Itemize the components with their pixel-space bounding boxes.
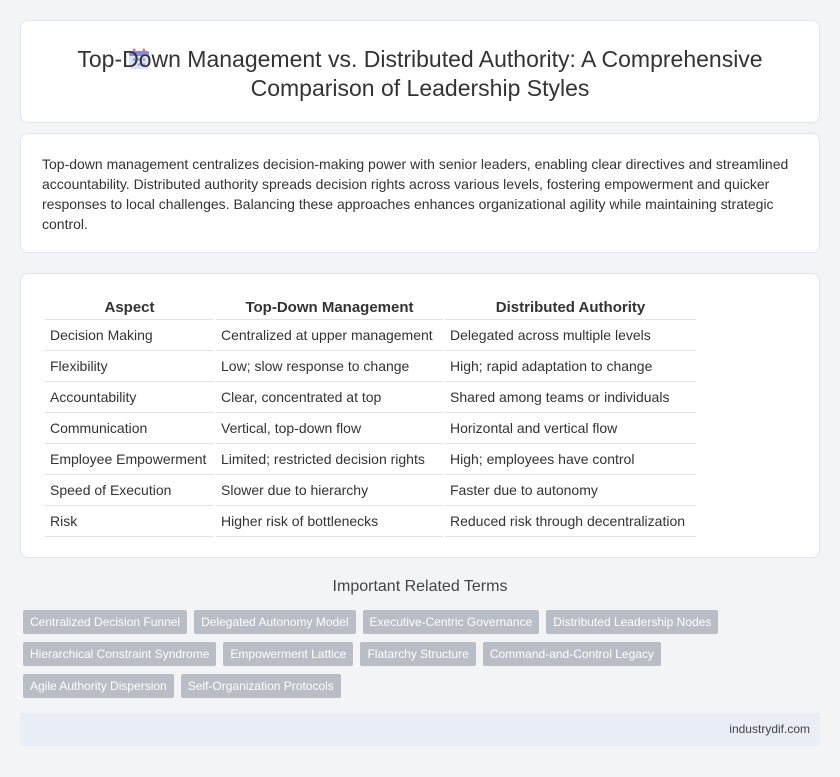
row-aspect: Communication <box>45 413 214 444</box>
row-distributed: Reduced risk through decentralization <box>445 506 696 537</box>
row-top-down: Slower due to hierarchy <box>216 475 443 506</box>
row-aspect: Employee Empowerment <box>45 444 214 475</box>
table-row <box>45 320 696 351</box>
tag-link[interactable]: Executive-Centric Governance <box>363 610 540 634</box>
header-top-down: Top-Down Management <box>216 296 443 320</box>
summary-text: Top-down management centralizes decision-making power with senior leaders, enabling clear directives and streamlined accountability. Distributed authority spreads decision rights across various levels, fostering empowerment and quicker responses to local challenges. Balancing these approaches enhances organizational agility while maintaining strategic control. <box>42 156 789 232</box>
tag-link[interactable]: Distributed Leadership Nodes <box>546 610 718 634</box>
tag-link[interactable]: Flatarchy Structure <box>360 642 475 666</box>
title-card <box>20 20 820 123</box>
tag-link[interactable]: Empowerment Lattice <box>223 642 353 666</box>
tag-row <box>23 642 783 666</box>
row-aspect: Decision Making <box>45 320 214 351</box>
table-row <box>45 506 696 537</box>
tag-link[interactable]: Self-Organization Protocols <box>181 674 341 698</box>
tag-link[interactable]: Centralized Decision Funnel <box>23 610 187 634</box>
row-distributed: Faster due to autonomy <box>445 475 696 506</box>
footer-site[interactable]: industrydif.com <box>729 722 810 736</box>
tag-link[interactable]: Command-and-Control Legacy <box>483 642 661 666</box>
row-distributed: High; rapid adaptation to change <box>445 351 696 382</box>
row-distributed: Horizontal and vertical flow <box>445 413 696 444</box>
page-title: Top-Down Management vs. Distributed Authority: A Comprehensive Comparison of Leadership Styles <box>77 46 763 101</box>
table-row <box>45 475 696 506</box>
row-top-down: Higher risk of bottlenecks <box>216 506 443 537</box>
comparison-card <box>20 273 820 558</box>
related-terms-tags <box>23 610 783 706</box>
row-top-down: Centralized at upper management <box>216 320 443 351</box>
row-distributed: Shared among teams or individuals <box>445 382 696 413</box>
header-distributed: Distributed Authority <box>445 296 696 320</box>
comparison-table <box>43 296 698 537</box>
table-row <box>45 444 696 475</box>
row-top-down: Vertical, top-down flow <box>216 413 443 444</box>
footer <box>20 713 820 746</box>
table-row <box>45 351 696 382</box>
row-distributed: High; employees have control <box>445 444 696 475</box>
row-top-down: Low; slow response to change <box>216 351 443 382</box>
row-distributed: Delegated across multiple levels <box>445 320 696 351</box>
tag-row <box>23 674 783 698</box>
table-row <box>45 413 696 444</box>
summary-card <box>20 133 820 253</box>
header-aspect: Aspect <box>45 296 214 320</box>
tag-link[interactable]: Agile Authority Dispersion <box>23 674 174 698</box>
related-terms-title: Important Related Terms <box>332 578 508 595</box>
row-top-down: Clear, concentrated at top <box>216 382 443 413</box>
table-row <box>45 382 696 413</box>
tag-link[interactable]: Delegated Autonomy Model <box>194 610 355 634</box>
row-aspect: Risk <box>45 506 214 537</box>
table-header-row <box>45 296 696 320</box>
tag-link[interactable]: Hierarchical Constraint Syndrome <box>23 642 216 666</box>
row-aspect: Accountability <box>45 382 214 413</box>
tag-row <box>23 610 783 634</box>
row-top-down: Limited; restricted decision rights <box>216 444 443 475</box>
row-aspect: Flexibility <box>45 351 214 382</box>
row-aspect: Speed of Execution <box>45 475 214 506</box>
